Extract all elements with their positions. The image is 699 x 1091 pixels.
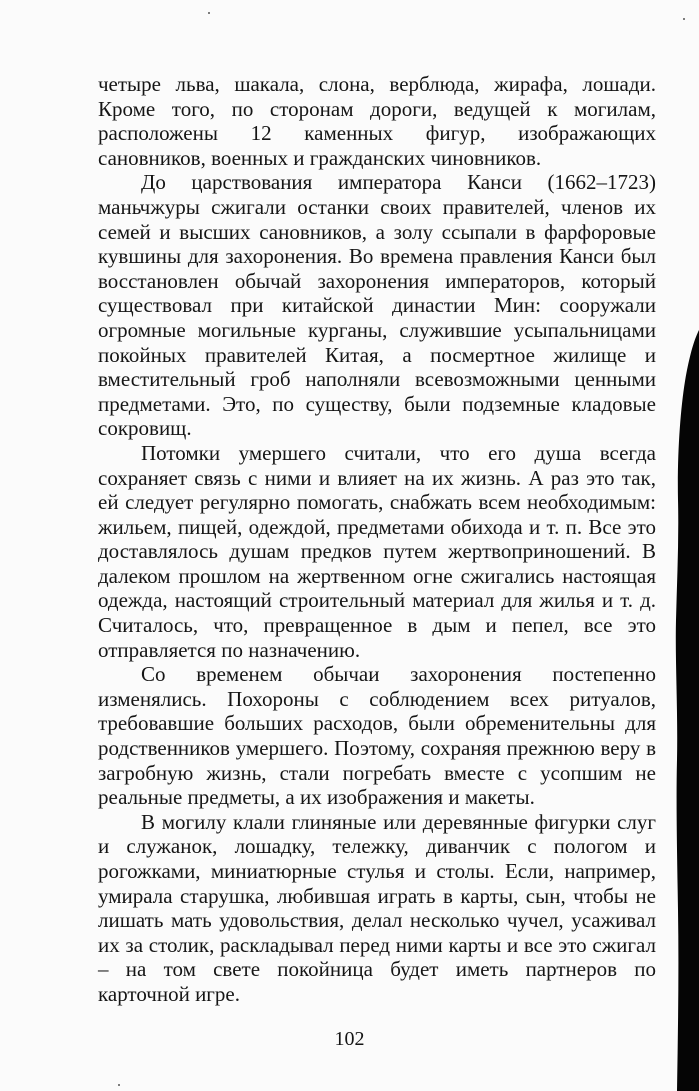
paragraph-5: В могилу клали глиняные или деревянные фигурки слуг и служанок, лошадку, тележку, диванчик с пологом и рогожками, миниатюрные стулья и столы. Если, например, умирала старушка, любившая играть в карты, сын, чтобы не лишать мать удовольствия, делал несколько чучел, усаживал их за столик, раскладывал перед ними карты и все это сжигал – на том свете покойница будет иметь партнеров по карточной игре. xyxy=(98,809,656,1006)
paragraph-2: До царствования императора Канси (1662–1723) маньчжуры сжигали останки своих правителей, членов их семей и высших сановников, а золу ссыпали в фарфоровые кувшины для захоронения. Во времена правления Канси был восстановлен обычай захоронения императоров, который существовал при китайской династии Мин: сооружали огромные могильные курганы, служившие усыпальницами покойных правителей Китая, а посмертное жилище и вместительный гроб наполняли всевозможными ценными предметами. Это, по существу, были подземные кладовые сокровищ. xyxy=(98,170,656,441)
paragraph-4: Со временем обычаи захоронения постепенно изменялись. Похороны с соблюдением всех ритуалов, требовавшие больших расходов, были обременительны для родственников умершего. Поэтому, сохраняя прежнюю веру в загробную жизнь, стали погребать вместе с усопшим не реальные предметы, а их изображения и макеты. xyxy=(98,662,656,810)
page-text xyxy=(98,72,656,1007)
dust-speck xyxy=(683,18,685,20)
scan-shadow xyxy=(665,330,699,1091)
paragraph-3: Потомки умершего считали, что его душа всегда сохраняет связь с ними и влияет на их жизнь. А раз это так, ей следует регулярно помогать, снабжать всем необходимым: жильем, пищей, одеждой, предметами обихода и т. п. Все это доставлялось душам предков путем жертвоприношений. В далеком прошлом на жертвенном огне сжигались настоящая одежда, настоящий строительный материал для жилья и т. д. Считалось, что, превращенное в дым и пепел, все это отправляется по назначению. xyxy=(98,440,656,662)
paragraph-1: четыре льва, шакала, слона, верблюда, жирафа, лошади. Кроме того, по сторонам дороги, ведущей к могилам, расположены 12 каменных фигур, изображающих сановников, военных и гражданских чиновников. xyxy=(98,72,656,170)
scan-shadow-shape xyxy=(676,330,699,1091)
dust-speck xyxy=(118,1084,120,1086)
page-number: 102 xyxy=(334,1028,365,1050)
dust-speck xyxy=(208,12,210,14)
